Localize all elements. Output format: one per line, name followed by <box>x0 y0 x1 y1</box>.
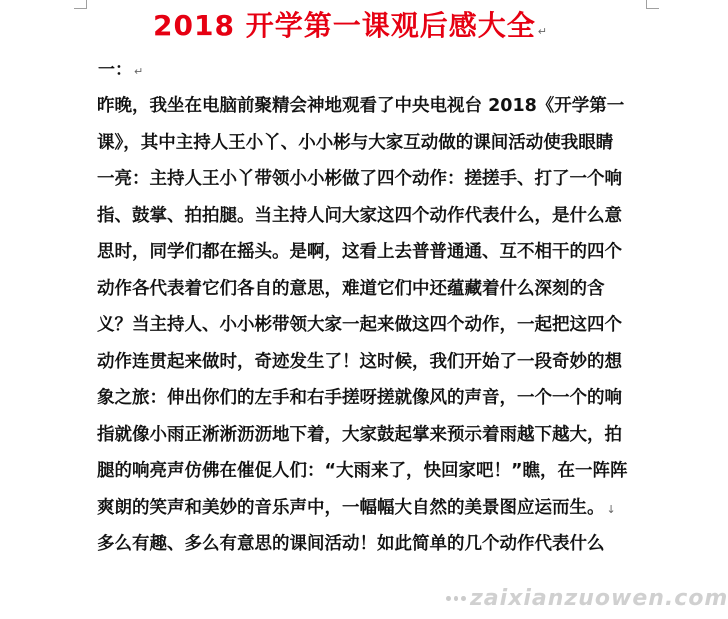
text-line: 象之旅：伸出你们的左手和右手搓呀搓就像风的声音，一个一个的响 <box>97 388 622 408</box>
text-line: 指、鼓掌、拍拍腿。当主持人问大家这四个动作代表什么，是什么意 <box>97 205 622 226</box>
text-line-last-of-paragraph <box>97 490 657 527</box>
document-title-text: 2018 开学第一课观后感大全 <box>153 9 536 42</box>
text-line: 动作各代表着它们各自的意思，难道它们中还蕴藏着什么深刻的含 <box>97 278 605 299</box>
watermark-logo-icon <box>446 596 466 604</box>
paragraph-mark-icon: ↵ <box>537 25 548 38</box>
text-line: 多么有趣、多么有意思的课间活动！如此简单的几个动作代表什么 <box>97 534 605 554</box>
section-heading <box>98 58 143 84</box>
section-heading-text: 一： <box>98 60 132 80</box>
text-line-content: 爽朗的笑声和美妙的音乐声中，一幅幅大自然的美景图应运而生。 <box>97 497 605 518</box>
watermark: zaixianzuowen.com <box>470 586 728 611</box>
line-break-mark-icon: ↓ <box>606 502 616 516</box>
body-paragraph <box>97 88 657 563</box>
text-line: 义？当主持人、小小彬带领大家一起来做这四个动作，一起把这四个 <box>97 315 622 335</box>
text-line: 指就像小雨正淅淅沥沥地下着，大家鼓起掌来预示着雨越下越大，拍 <box>97 424 622 445</box>
text-line: 一亮：主持人王小丫带领小小彬做了四个动作：搓搓手、打了一个响 <box>97 169 622 189</box>
document-title <box>0 8 701 50</box>
text-line: 课》，其中主持人王小丫、小小彬与大家互动做的课间活动使我眼睛 <box>97 132 614 153</box>
text-line: 昨晚，我坐在电脑前聚精会神地观看了中央电视台 2018《开学第一 <box>97 96 625 116</box>
text-line: 腿的响亮声仿佛在催促人们：“大雨来了，快回家吧！”瞧，在一阵阵 <box>97 461 628 481</box>
text-line: 思时，同学们都在摇头。是啊，这看上去普普通通、互不相干的四个 <box>97 242 622 262</box>
paragraph-mark-icon: ↵ <box>134 65 144 78</box>
text-line: 动作连贯起来做时，奇迹发生了！这时候，我们开始了一段奇妙的想 <box>97 351 622 372</box>
